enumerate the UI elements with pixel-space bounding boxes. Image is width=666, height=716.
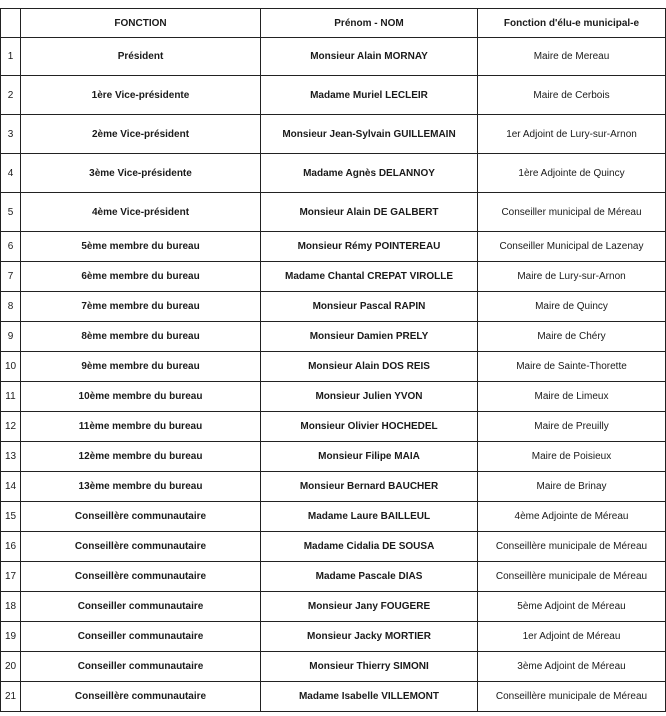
row-number: 3: [1, 115, 21, 154]
row-number: 19: [1, 622, 21, 652]
table-row: [1, 232, 666, 262]
row-name: Monsieur Filipe MAIA: [261, 442, 478, 472]
row-role: Conseiller Municipal de Lazenay: [478, 232, 666, 262]
row-role: Maire de Mereau: [478, 38, 666, 76]
row-fonction: Conseiller communautaire: [21, 652, 261, 682]
row-number: 2: [1, 76, 21, 115]
row-fonction: Président: [21, 38, 261, 76]
row-fonction: 5ème membre du bureau: [21, 232, 261, 262]
row-number: 12: [1, 412, 21, 442]
row-number: 5: [1, 193, 21, 232]
header-nom: Prénom - NOM: [261, 9, 478, 38]
row-role: Conseiller municipal de Méreau: [478, 193, 666, 232]
row-role: 1ère Adjointe de Quincy: [478, 154, 666, 193]
row-name: Monsieur Jacky MORTIER: [261, 622, 478, 652]
table-row: [1, 562, 666, 592]
table-row: [1, 442, 666, 472]
row-name: Monsieur Thierry SIMONI: [261, 652, 478, 682]
row-number: 4: [1, 154, 21, 193]
row-fonction: Conseillère communautaire: [21, 502, 261, 532]
table-row: [1, 652, 666, 682]
row-role: 5ème Adjoint de Méreau: [478, 592, 666, 622]
row-fonction: Conseiller communautaire: [21, 622, 261, 652]
row-number: 16: [1, 532, 21, 562]
row-fonction: Conseillère communautaire: [21, 532, 261, 562]
table-row: [1, 382, 666, 412]
table-row: [1, 592, 666, 622]
row-number: 10: [1, 352, 21, 382]
row-role: Maire de Quincy: [478, 292, 666, 322]
header-role: Fonction d'élu-e municipal-e: [478, 9, 666, 38]
row-number: 13: [1, 442, 21, 472]
row-name: Monsieur Jany FOUGERE: [261, 592, 478, 622]
table-body: [1, 38, 666, 712]
table-row: [1, 322, 666, 352]
table-row: [1, 115, 666, 154]
row-name: Monsieur Damien PRELY: [261, 322, 478, 352]
row-number: 15: [1, 502, 21, 532]
header-row: [1, 9, 666, 38]
row-name: Madame Pascale DIAS: [261, 562, 478, 592]
row-number: 14: [1, 472, 21, 502]
row-fonction: 2ème Vice-président: [21, 115, 261, 154]
table-row: [1, 352, 666, 382]
table-row: [1, 472, 666, 502]
row-number: 6: [1, 232, 21, 262]
row-role: 3ème Adjoint de Méreau: [478, 652, 666, 682]
row-number: 11: [1, 382, 21, 412]
table-row: [1, 154, 666, 193]
header-fonction: FONCTION: [21, 9, 261, 38]
row-fonction: 6ème membre du bureau: [21, 262, 261, 292]
row-number: 1: [1, 38, 21, 76]
row-fonction: 1ère Vice-présidente: [21, 76, 261, 115]
row-fonction: 8ème membre du bureau: [21, 322, 261, 352]
row-name: Monsieur Bernard BAUCHER: [261, 472, 478, 502]
row-fonction: 7ème membre du bureau: [21, 292, 261, 322]
row-fonction: 13ème membre du bureau: [21, 472, 261, 502]
row-name: Monsieur Alain DOS REIS: [261, 352, 478, 382]
row-role: Maire de Sainte-Thorette: [478, 352, 666, 382]
table-row: [1, 682, 666, 712]
row-fonction: 10ème membre du bureau: [21, 382, 261, 412]
row-number: 8: [1, 292, 21, 322]
table-row: [1, 622, 666, 652]
row-role: 1er Adjoint de Méreau: [478, 622, 666, 652]
table-row: [1, 292, 666, 322]
row-number: 21: [1, 682, 21, 712]
row-role: Maire de Chéry: [478, 322, 666, 352]
row-name: Madame Agnès DELANNOY: [261, 154, 478, 193]
row-role: Maire de Lury-sur-Arnon: [478, 262, 666, 292]
row-name: Madame Isabelle VILLEMONT: [261, 682, 478, 712]
table-row: [1, 502, 666, 532]
row-number: 7: [1, 262, 21, 292]
row-name: Monsieur Jean-Sylvain GUILLEMAIN: [261, 115, 478, 154]
table-row: [1, 76, 666, 115]
table-row: [1, 193, 666, 232]
row-fonction: 3ème Vice-présidente: [21, 154, 261, 193]
row-name: Madame Cidalia DE SOUSA: [261, 532, 478, 562]
row-role: Maire de Poisieux: [478, 442, 666, 472]
row-role: Maire de Limeux: [478, 382, 666, 412]
row-role: Conseillère municipale de Méreau: [478, 532, 666, 562]
row-name: Monsieur Julien YVON: [261, 382, 478, 412]
row-role: Maire de Preuilly: [478, 412, 666, 442]
row-name: Monsieur Olivier HOCHEDEL: [261, 412, 478, 442]
row-number: 20: [1, 652, 21, 682]
row-fonction: 4ème Vice-président: [21, 193, 261, 232]
row-role: Conseillère municipale de Méreau: [478, 562, 666, 592]
row-fonction: 11ème membre du bureau: [21, 412, 261, 442]
row-name: Madame Laure BAILLEUL: [261, 502, 478, 532]
row-fonction: Conseillère communautaire: [21, 562, 261, 592]
council-table: [0, 8, 666, 712]
row-name: Monsieur Pascal RAPIN: [261, 292, 478, 322]
row-name: Monsieur Rémy POINTEREAU: [261, 232, 478, 262]
row-role: 4ème Adjointe de Méreau: [478, 502, 666, 532]
header-num: [1, 9, 21, 38]
table-row: [1, 532, 666, 562]
row-role: 1er Adjoint de Lury-sur-Arnon: [478, 115, 666, 154]
row-fonction: Conseillère communautaire: [21, 682, 261, 712]
table-row: [1, 38, 666, 76]
row-number: 9: [1, 322, 21, 352]
row-number: 18: [1, 592, 21, 622]
row-number: 17: [1, 562, 21, 592]
row-name: Madame Muriel LECLEIR: [261, 76, 478, 115]
row-fonction: Conseiller communautaire: [21, 592, 261, 622]
table-row: [1, 412, 666, 442]
row-role: Maire de Cerbois: [478, 76, 666, 115]
row-name: Madame Chantal CREPAT VIROLLE: [261, 262, 478, 292]
table-row: [1, 262, 666, 292]
row-role: Conseillère municipale de Méreau: [478, 682, 666, 712]
row-name: Monsieur Alain MORNAY: [261, 38, 478, 76]
row-role: Maire de Brinay: [478, 472, 666, 502]
row-name: Monsieur Alain DE GALBERT: [261, 193, 478, 232]
row-fonction: 12ème membre du bureau: [21, 442, 261, 472]
row-fonction: 9ème membre du bureau: [21, 352, 261, 382]
